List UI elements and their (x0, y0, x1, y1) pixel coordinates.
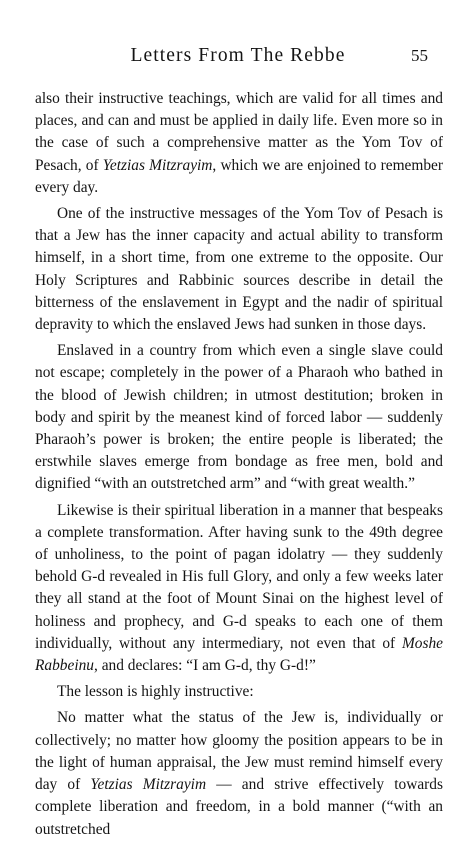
paragraph-5 (35, 681, 443, 703)
paragraph-2 (35, 203, 443, 336)
paragraph-3 (35, 340, 443, 495)
paragraph-4 (35, 500, 443, 678)
paragraph-1-text-a: also their instructive teachings, which are valid for all times and places, and can and must be applied in daily life. Even more so in the case of such a comprehensive matter as the Yom Tov of Pesach, of (35, 90, 443, 174)
body-text (35, 88, 443, 841)
paragraph-1-italic: Yetzias Mitzrayim (102, 156, 213, 174)
running-title: Letters From The Rebbe (130, 45, 346, 66)
paragraph-5-text: The lesson is highly instructive: (57, 683, 254, 701)
paragraph-6 (35, 707, 443, 840)
paragraph-4-text-a: Likewise is their spiritual liberation in a manner that bespeaks a complete transformation. After having sunk to the 49th degree of unholiness, to the point of pagan idolatry — they suddenly behold G-d revealed in His full Glory, and only a few weeks later they all stand at the foot of Mount Sinai on the highest level of holiness and prophecy, and G-d speaks to each one of them individually, without any intermediary, not even that of (35, 501, 443, 652)
paragraph-4-text-b: , and declares: “I am G-d, thy G-d!” (94, 657, 316, 675)
paragraph-6-italic: Yetzias Mitzrayim (90, 776, 207, 794)
page-number: 55 (411, 46, 428, 65)
paragraph-3-text: Enslaved in a country from which even a single slave could not escape; completely in the power of a Pharaoh who bathed in the blood of Jewish children; in utmost destitution; broken in body and spirit by the meanest kind of forced labor — suddenly Pharaoh’s power is broken; the entire people is liberated; the erstwhile slaves emerge from bondage as free men, bold and dignified “with an outstretched arm” and “with great wealth.” (35, 342, 443, 493)
paragraph-6-text-a: No matter what the status of the Jew is, individually or collectively; no matter how gloomy the position appears to be in the light of human appraisal, the Jew must remind himself every day of (35, 709, 443, 794)
running-head (0, 44, 476, 70)
paragraph-2-text: One of the instructive messages of the Yom Tov of Pesach is that a Jew has the inner capacity and actual ability to transform himself, in a short time, from one extreme to the opposite. Our Holy Scriptures and Rabbinic sources describe in detail the bitterness of the enslavement in Egypt and the nadir of spiritual depravity to which the enslaved Jews had sunken in those days. (35, 205, 443, 334)
paragraph-1 (35, 88, 443, 199)
paragraph-6-text-b: — and strive effectively towards complete liberation and freedom, in a bold manner (“with an outstretched (35, 776, 443, 838)
paragraph-1-text-b: , which we are enjoined to remember every day. (35, 156, 443, 196)
paragraph-4-italic: Moshe Rabbeinu (35, 634, 443, 675)
